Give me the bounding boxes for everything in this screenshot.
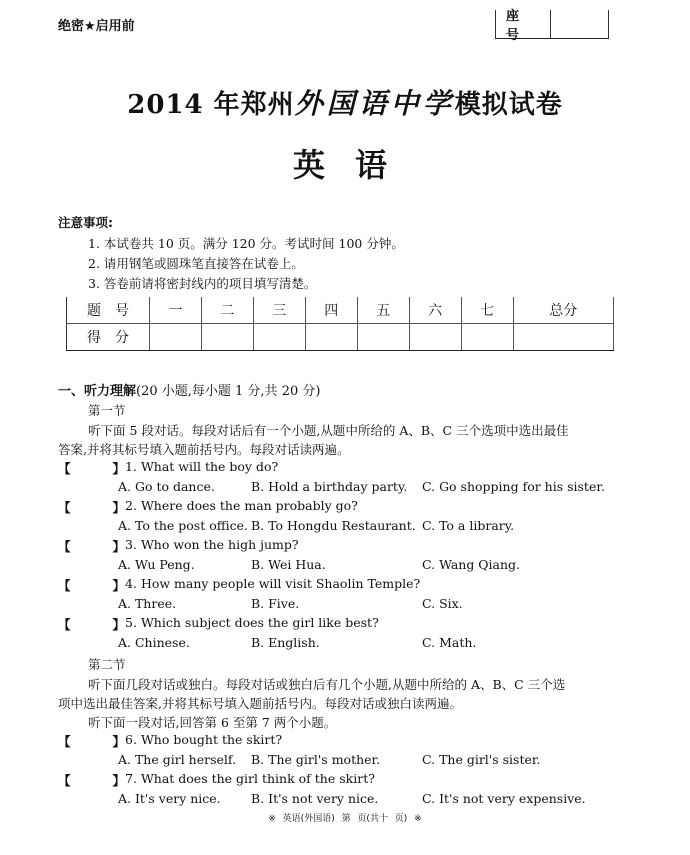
question-text: Who won the high jump?	[140, 537, 299, 552]
question-number: 3	[125, 537, 133, 552]
question-text: What does the girl think of the skirt?	[140, 771, 375, 786]
option-b[interactable]: B. To Hongdu Restaurant.	[251, 518, 416, 533]
question-number: 1	[125, 459, 133, 474]
option-b[interactable]: B. Hold a birthday party.	[251, 479, 408, 494]
option-c[interactable]: C. Wang Qiang.	[422, 557, 521, 572]
score-header-cell: 总分	[513, 297, 613, 324]
score-header-cell: 六	[409, 297, 461, 324]
score-table	[66, 297, 614, 351]
option-a[interactable]: A. It's very nice.	[118, 791, 221, 806]
answer-bracket-right: 】	[112, 500, 126, 515]
score-header-cell: 五	[357, 297, 409, 324]
seat-number-label: 座号	[496, 10, 551, 38]
question-number: 7	[125, 771, 133, 786]
score-cell[interactable]	[201, 324, 253, 351]
school-name: 外国语中学	[294, 87, 455, 120]
option-a[interactable]: A. Wu Peng.	[118, 557, 195, 572]
answer-bracket-left[interactable]: 【	[58, 773, 71, 788]
notice-item: 1. 本试卷共 10 页。满分 120 分。考试时间 100 分钟。	[88, 236, 404, 251]
question-text: Which subject does the girl like best?	[140, 615, 379, 630]
option-a[interactable]: A. Three.	[118, 596, 177, 611]
question-item: 【 】 4 . How many people will visit Shaolin Temple?	[58, 576, 421, 593]
option-b[interactable]: B. Wei Hua.	[251, 557, 326, 572]
score-header-cell: 题号	[67, 297, 150, 324]
score-cell[interactable]	[150, 324, 202, 351]
question-text: Who bought the skirt?	[140, 732, 283, 747]
answer-bracket-left[interactable]: 【	[58, 617, 71, 632]
part1-instructions-cont: 答案,并将其标号填入题前括号内。每段对话读两遍。	[58, 442, 350, 457]
option-c[interactable]: C. The girl's sister.	[422, 752, 541, 767]
option-a[interactable]: A. Chinese.	[118, 635, 190, 650]
confidential-label: 绝密★启用前	[58, 19, 135, 34]
part2-instructions-cont: 项中选出最佳答案,并将其标号填入题前括号内。每段对话或独白读两遍。	[58, 696, 462, 711]
score-header-cell: 四	[305, 297, 357, 324]
option-a[interactable]: A. To the post office.	[118, 518, 248, 533]
score-cell[interactable]	[513, 324, 613, 351]
exam-title-suffix: 模拟试卷	[454, 90, 563, 120]
page-footer: ※ 英语(外国语) 第 页(共十 页) ※	[268, 814, 422, 824]
option-c[interactable]: C. Six.	[422, 596, 463, 611]
notice-item: 2. 请用钢笔或圆珠笔直接答在试卷上。	[88, 256, 304, 271]
question-text: How many people will visit Shaolin Temple?	[140, 576, 421, 591]
answer-blank[interactable]	[71, 615, 113, 633]
section-note: (20 小题,每小题 1 分,共 20 分)	[136, 384, 321, 399]
question-item: 【 】 2 . Where does the man probably go?	[58, 498, 358, 515]
subject-title: 英语	[292, 146, 417, 184]
notice-item: 3. 答卷前请将密封线内的项目填写清楚。	[88, 276, 317, 291]
part2-heading: 第二节	[88, 657, 126, 672]
score-cell[interactable]	[409, 324, 461, 351]
option-b[interactable]: B. English.	[251, 635, 320, 650]
seat-number-field[interactable]	[551, 10, 608, 38]
score-cell[interactable]	[357, 324, 409, 351]
option-c[interactable]: C. To a library.	[422, 518, 515, 533]
score-table-score-row	[67, 324, 614, 351]
score-header-cell: 一	[150, 297, 202, 324]
answer-blank[interactable]	[71, 537, 113, 555]
option-b[interactable]: B. Five.	[251, 596, 300, 611]
option-b[interactable]: B. The girl's mother.	[251, 752, 381, 767]
score-cell[interactable]	[461, 324, 513, 351]
option-c[interactable]: C. It's not very expensive.	[422, 791, 586, 806]
question-item: 【 】 1 . What will the boy do?	[58, 459, 279, 476]
option-c[interactable]: C. Math.	[422, 635, 477, 650]
answer-bracket-right: 】	[112, 773, 126, 788]
answer-bracket-left[interactable]: 【	[58, 461, 71, 476]
answer-blank[interactable]	[71, 498, 113, 516]
question-item: 【 】 5 . Which subject does the girl like best?	[58, 615, 379, 632]
seat-number-box	[495, 9, 609, 43]
option-a[interactable]: A. Go to dance.	[118, 479, 215, 494]
answer-bracket-left[interactable]: 【	[58, 500, 71, 515]
answer-bracket-right: 】	[112, 734, 126, 749]
answer-bracket-right: 】	[112, 617, 126, 632]
answer-blank[interactable]	[71, 576, 113, 594]
question-number: 6	[125, 732, 133, 747]
question-item: 【 】 3 . Who won the high jump?	[58, 537, 299, 554]
score-table-header-row	[67, 297, 614, 324]
notice-heading: 注意事项:	[58, 215, 113, 230]
score-header-cell: 二	[201, 297, 253, 324]
question-number: 5	[125, 615, 133, 630]
answer-bracket-left[interactable]: 【	[58, 578, 71, 593]
part1-heading: 第一节	[88, 403, 126, 418]
question-text: What will the boy do?	[140, 459, 279, 474]
question-item: 【 】 6 . Who bought the skirt?	[58, 732, 283, 749]
answer-bracket-left[interactable]: 【	[58, 539, 71, 554]
option-c[interactable]: C. Go shopping for his sister.	[422, 479, 605, 494]
answer-bracket-right: 】	[112, 539, 126, 554]
answer-blank[interactable]	[71, 771, 113, 789]
answer-blank[interactable]	[71, 732, 113, 750]
part2-instructions: 听下面几段对话或独白。每段对话或独白后有几个小题,从题中所给的 A、B、C 三个选	[88, 677, 566, 692]
answer-bracket-left[interactable]: 【	[58, 734, 71, 749]
score-cell[interactable]	[305, 324, 357, 351]
question-item: 【 】 7 . What does the girl think of the skirt?	[58, 771, 375, 788]
part2-sub-instructions: 听下面一段对话,回答第 6 至第 7 两个小题。	[88, 715, 337, 730]
section-heading	[58, 380, 320, 399]
answer-blank[interactable]	[71, 459, 113, 477]
section-title: 一、听力理解	[58, 384, 137, 399]
score-header-cell: 七	[461, 297, 513, 324]
option-b[interactable]: B. It's not very nice.	[251, 791, 379, 806]
part1-instructions: 听下面 5 段对话。每段对话后有一个小题,从题中所给的 A、B、C 三个选项中选出最佳	[88, 423, 569, 438]
answer-bracket-right: 】	[112, 461, 126, 476]
exam-title-prefix: 2014 年郑州	[127, 90, 295, 120]
exam-title	[0, 82, 690, 122]
score-cell[interactable]	[253, 324, 305, 351]
question-number: 4	[125, 576, 133, 591]
question-text: Where does the man probably go?	[140, 498, 358, 513]
option-a[interactable]: A. The girl herself.	[118, 752, 237, 767]
score-header-cell: 三	[253, 297, 305, 324]
answer-bracket-right: 】	[112, 578, 126, 593]
score-row-label: 得分	[67, 324, 150, 351]
question-number: 2	[125, 498, 133, 513]
